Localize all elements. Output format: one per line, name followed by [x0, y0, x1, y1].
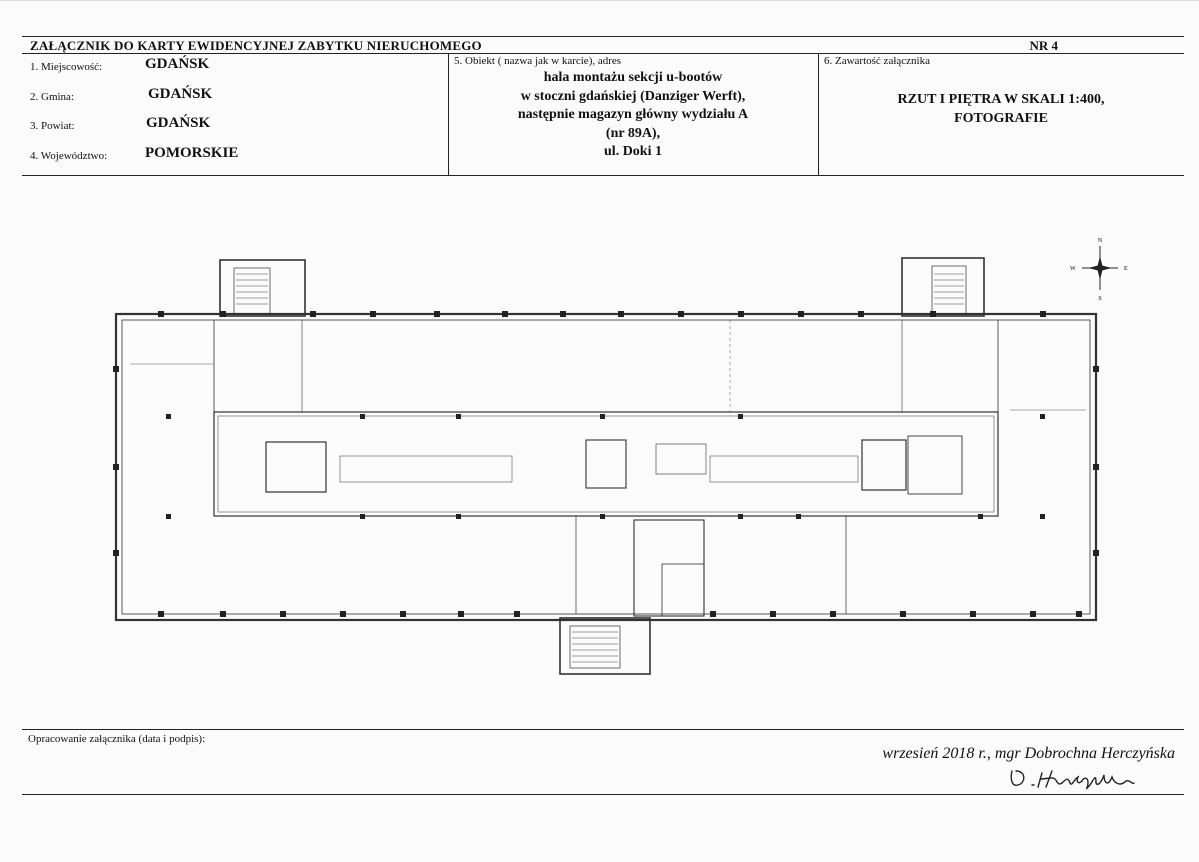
contents-line: FOTOGRAFIE	[954, 110, 1048, 126]
field-label: 3. Powiat:	[30, 120, 75, 132]
field-value: GDAŃSK	[146, 115, 211, 131]
footer-author: wrzesień 2018 r., mgr Dobrochna Herczyńska	[882, 745, 1175, 762]
object-line: w stoczni gdańskiej (Danziger Werft),	[520, 88, 746, 104]
room-left-core	[266, 442, 326, 492]
header-row	[22, 36, 1184, 54]
object-line: ul. Doki 1	[604, 144, 662, 159]
field-label: 4. Województwo:	[30, 150, 108, 162]
field-value: GDAŃSK	[145, 56, 210, 72]
compass-south-label: S	[1098, 296, 1102, 302]
object-line: (nr 89A),	[605, 125, 661, 141]
compass-rose	[1070, 238, 1128, 302]
compass-east-label: E	[1124, 266, 1128, 272]
stair-tower-right	[902, 258, 984, 316]
footer-rule	[22, 729, 1184, 730]
floor-plan-drawing	[110, 230, 1130, 680]
outer-wall	[116, 314, 1096, 620]
field-value: GDAŃSK	[148, 86, 213, 102]
field-label: 2. Gmina:	[30, 91, 74, 103]
contents-description	[818, 91, 1184, 128]
object-line: hala montażu sekcji u-bootów	[543, 70, 723, 85]
stair-tower-bottom	[560, 618, 650, 674]
inner-wall	[122, 320, 1090, 614]
field-label: 1. Miejscowość:	[30, 61, 103, 73]
contents-label: 6. Zawartość załącznika	[824, 55, 930, 67]
field-value: POMORSKIE	[145, 145, 239, 161]
room-center	[586, 440, 626, 488]
object-description	[448, 69, 818, 162]
header-title: ZAŁĄCZNIK DO KARTY EWIDENCYJNEJ ZABYTKU NIERUCHOMEGO	[30, 38, 482, 53]
attachment-number: NR 4	[1029, 38, 1058, 53]
stair-tower-left	[220, 260, 305, 316]
object-line: następnie magazyn główny wydziału A	[517, 107, 749, 122]
compass-west-label: W	[1070, 266, 1076, 272]
footer-rule	[22, 794, 1184, 795]
info-table	[22, 53, 1184, 176]
handwritten-signature	[1008, 763, 1138, 793]
central-corridor	[214, 412, 998, 516]
annex-rooms	[634, 520, 704, 616]
contents-line: RZUT I PIĘTRA W SKALI 1:400,	[897, 92, 1105, 107]
object-label: 5. Obiekt ( nazwa jak w karcie), adres	[454, 55, 622, 67]
footer-label: Opracowanie załącznika (data i podpis):	[28, 733, 206, 745]
compass-north-label: N	[1097, 238, 1103, 244]
room-right-core	[862, 440, 906, 490]
